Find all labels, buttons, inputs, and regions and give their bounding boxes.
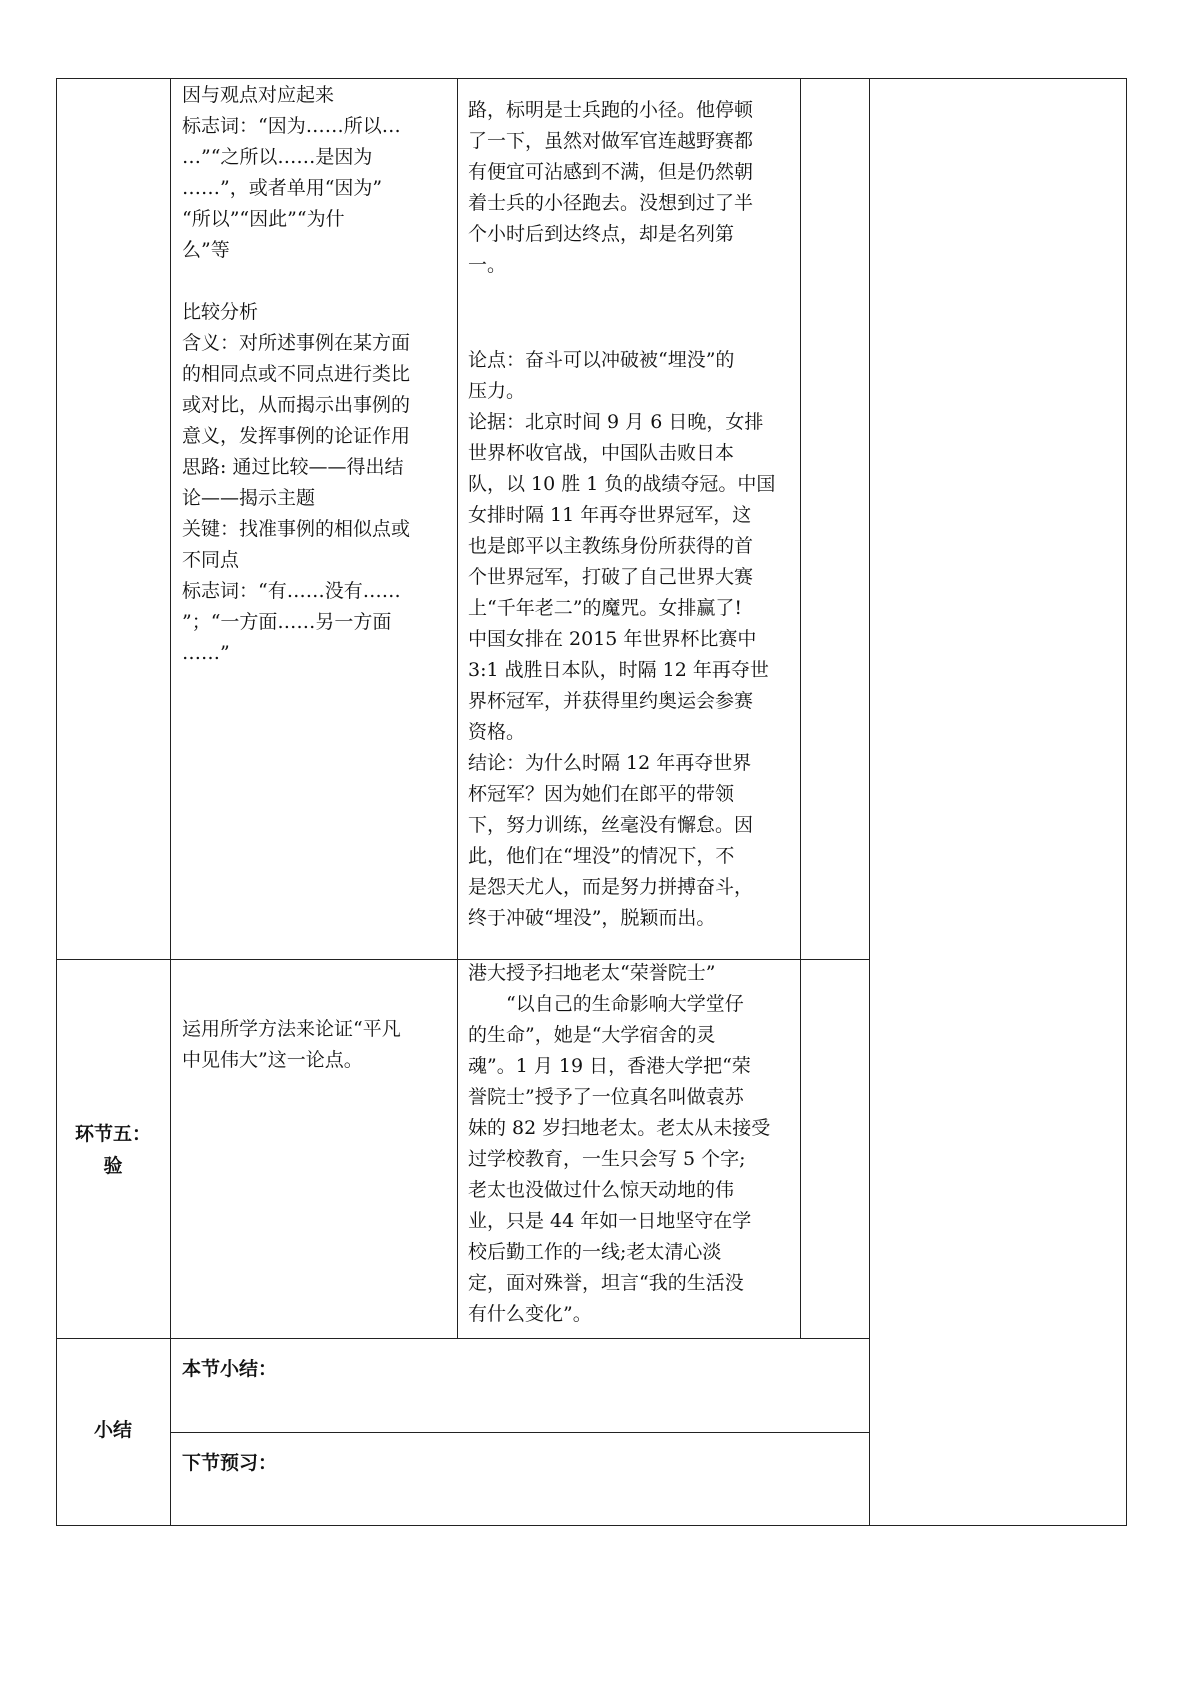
col1-divider <box>170 78 171 1526</box>
table-top-border <box>56 78 1126 79</box>
row2-label-line1: 环节五： <box>74 1123 151 1145</box>
col2-divider <box>457 78 458 1339</box>
table-left-border <box>56 78 57 1526</box>
row2-label-line2: 验 <box>103 1155 123 1177</box>
row1-example-bottom-text: 论点：奋斗可以冲破被“埋没”的 压力。 论据：北京时间 9 月 6 日晚，女排 世界杯收官战，中国队击败日本 队，以 10 胜 1 负的战绩夺冠。中国 女排时隔 11 年再夺世界冠军，这 也是郎平以主教练身份所获得的首 个世界冠军，打破了自己世界大赛 上“千年老二”的魔咒。女排赢了! 中国女排在 2015 年世界杯比赛中 3:1 战胜日本队，时隔 12 年再夺世 界杯冠军，并获得里约奥运会参赛 资格。 结论：为什么时隔 12 年再夺世界 杯冠军？因为她们在郎平的带领 下，努力训练，丝毫没有懈怠。因 此，他们在“埋没”的情况下，不 是怨天尤人，而是努力拼搏奋斗， 终于冲破“埋没”，脱颖而出。 <box>468 349 776 929</box>
table-right-border <box>1126 78 1127 1526</box>
col3-divider <box>800 78 801 1339</box>
next-preview-label: 下节预习： <box>182 1452 278 1474</box>
row1-example-top-text: 路，标明是士兵跑的小径。他停顿 了一下，虽然对做军官连越野赛都 有便宜可沾感到不满，但是仍然朝 着士兵的小径跑去。没想到过了半 个小时后到达终点，却是名列第 一。 <box>468 99 754 276</box>
summary-row-label: 小结 <box>93 1419 132 1441</box>
row2-bottom-border <box>56 1338 869 1339</box>
col4-divider <box>869 78 870 1526</box>
row2-task-text: 运用所学方法来论证“平凡 中见伟大”这一论点。 <box>182 1018 401 1071</box>
lesson-summary-label: 本节小结： <box>182 1358 278 1380</box>
row1-methods-text: 因与观点对应起来 标志词：“因为……所以… …”“之所以……是因为 ……”，或者单用“因为” “所以”“因此”“为什 么”等 比较分析 含义：对所述事例在某方面 的相同点或不同点进行类比 或对比，从而揭示出事例的 意义，发挥事例的论证作用 思路: 通过比较——得出结 论——揭示主题 关键：找准事例的相似点或 不同点 标志词：“有……没有…… ”；“一方面……另一方面 ……” <box>182 84 411 664</box>
row2-section-label <box>56 1118 170 1182</box>
table-bottom-border <box>56 1525 1126 1526</box>
row2-example-text: 港大授予扫地老太“荣誉院士” “以自己的生命影响大学堂仔 的生命”，她是“大学宿舍的灵 魂”。1 月 19 日，香港大学把“荣 誉院士”授予了一位真名叫做袁苏 妹的 82 岁扫地老太。老太从未接受 过学校教育，一生只会写 5 个字; 老太也没做过什么惊天动地的伟 业，只是 44 年如一日地坚守在学 校后勤工作的一线;老太清心淡 定，面对殊誉，坦言“我的生活没 有什么变化”。 <box>468 962 771 1325</box>
summary-divider <box>170 1432 869 1433</box>
